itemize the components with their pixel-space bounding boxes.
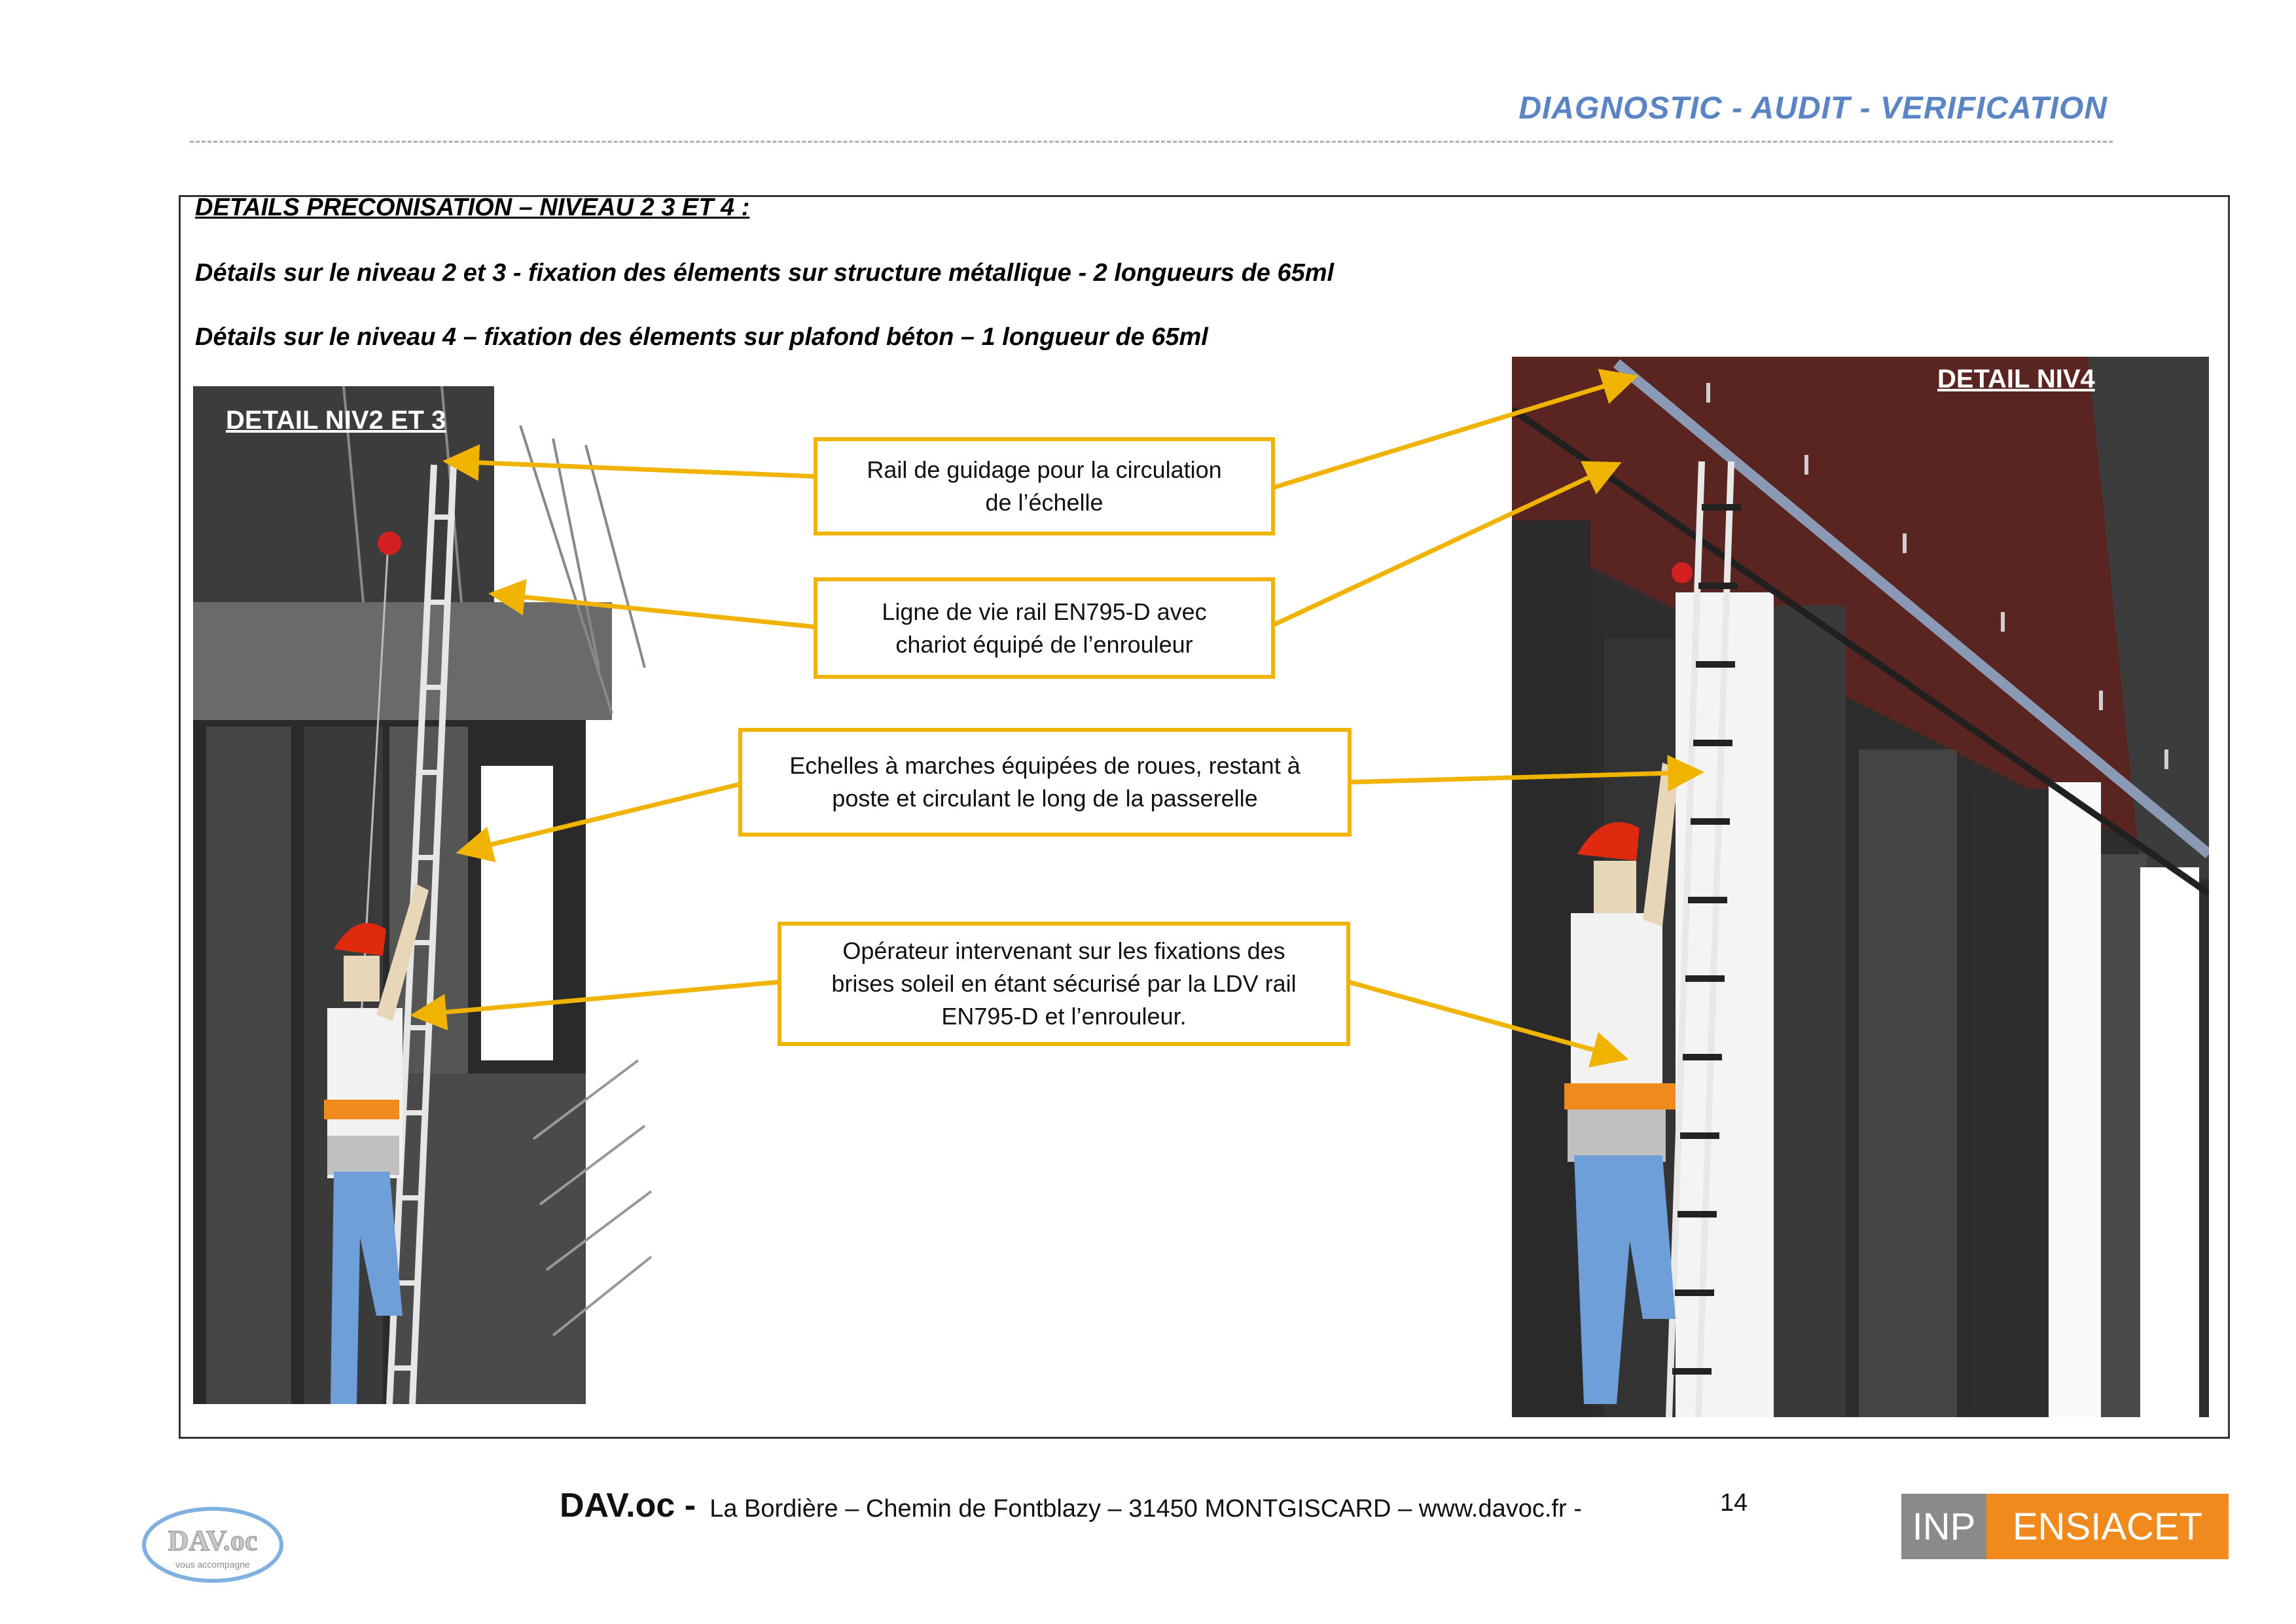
arrow-operateur-right <box>1348 982 1620 1057</box>
arrow-ldv-right <box>1273 466 1613 625</box>
callout-rail-guidage: Rail de guidage pour la circulation de l’échelle <box>814 437 1275 535</box>
arrow-echelle-right <box>1348 772 1695 782</box>
footer-address-line <box>560 1486 1582 1525</box>
arrow-operateur-left <box>419 982 781 1015</box>
callout-echelles: Echelles à marches équipées de roues, restant à poste et circulant le long de la passerelle <box>738 728 1352 837</box>
arrow-rail-left <box>452 461 817 477</box>
panel-label-niv2-3: DETAIL NIV2 ET 3 <box>226 406 446 435</box>
davoc-logo-tagline: vous accompagne <box>175 1559 250 1570</box>
arrow-echelle-left <box>465 784 740 851</box>
panel-label-niv4: DETAIL NIV4 <box>1937 365 2095 393</box>
inp-logo-part: INP <box>1901 1494 1986 1559</box>
footer-brand: DAV.oc - <box>560 1487 696 1525</box>
detail-line-niv2-3: Détails sur le niveau 2 et 3 - fixation des élements sur structure métallique - 2 longueurs de 65ml <box>195 259 1335 287</box>
davoc-logo <box>141 1499 285 1591</box>
page-number: 14 <box>1720 1489 1748 1517</box>
callout-ligne-de-vie: Ligne de vie rail EN795-D avec chariot équipé de l’enrouleur <box>814 577 1275 679</box>
arrow-ldv-left <box>497 594 817 627</box>
section-title: DETAILS PRECONISATION – NIVEAU 2 3 ET 4 : <box>195 194 750 221</box>
callout-operateur: Opérateur intervenant sur les fixations des brises soleil en étant sécurisé par la LDV rail EN795-D et l’enrouleur. <box>778 922 1350 1046</box>
davoc-logo-text: DAV.oc <box>168 1525 258 1557</box>
document-header-title: DIAGNOSTIC - AUDIT - VERIFICATION <box>1518 91 2108 126</box>
arrow-rail-right <box>1273 378 1630 488</box>
footer-address: La Bordière – Chemin de Fontblazy – 31450 MONTGISCARD – www.davoc.fr - <box>709 1495 1582 1523</box>
inp-ensiacet-logo <box>1901 1494 2229 1559</box>
detail-line-niv4: Détails sur le niveau 4 – fixation des élements sur plafond béton – 1 longueur de 65ml <box>195 323 1208 351</box>
ensiacet-logo-part: ENSIACET <box>1986 1494 2229 1559</box>
